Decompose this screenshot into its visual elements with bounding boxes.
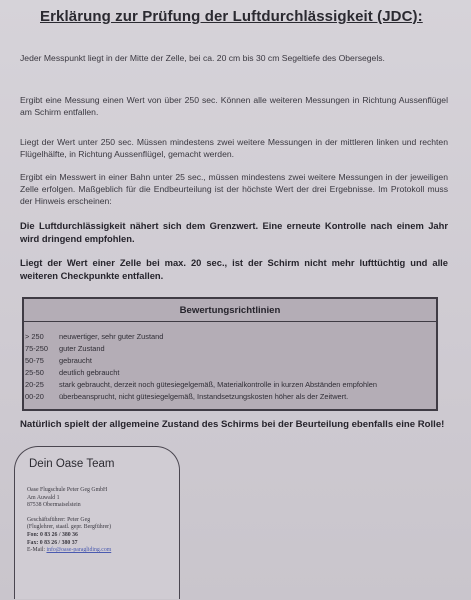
email-line (27, 547, 177, 555)
manager-note: (Fluglehrer, staatl. gepr. Bergführer) (27, 524, 112, 531)
street: Am Auwald 1 (27, 494, 60, 501)
paragraph-over-250: Ergibt eine Messung einen Wert von über 250 sec. Können alle weiteren Messungen in Richtung Aussenflügel am Schirm entfallen. (20, 95, 448, 117)
rating-table (22, 297, 438, 411)
rating-range: > 250 (25, 332, 44, 341)
rating-description: guter Zustand (59, 344, 105, 353)
document-title: Erklärung zur Prüfung der Luftdurchlässigkeit (JDC): (40, 8, 423, 25)
rating-description: gebraucht (59, 356, 92, 365)
manager-label: Geschäftsführer: Peter Geg (27, 516, 91, 523)
rating-table-rows (24, 322, 436, 403)
rating-range: 20-25 (25, 380, 44, 389)
paragraph-under-250: Liegt der Wert unter 250 sec. Müssen mindestens zwei weitere Messungen in der mittleren linken und rechten Flügelhälfte, in Richtung Aussenflügel, gemacht werden. (20, 137, 448, 159)
city: 87538 Obermaiselstein (27, 502, 81, 509)
table-row (24, 367, 436, 379)
company-name: Oase Flugschule Peter Geg GmbH (27, 487, 108, 493)
rating-description: deutlich gebraucht (59, 368, 120, 377)
statement-limit-value: Die Luftdurchlässigkeit nähert sich dem Grenzwert. Eine erneute Kontrolle nach einem Jahr wird dringend empfohlen. (20, 220, 448, 244)
statement-not-airworthy: Liegt der Wert einer Zelle bei max. 20 sec., ist der Schirm nicht mehr lufttüchtig und alle weiteren Checkpunkte entfallen. (20, 257, 448, 281)
rating-range: 75-250 (25, 344, 49, 353)
rating-range: 00-20 (25, 392, 44, 401)
table-row (24, 331, 436, 343)
rating-table-heading: Bewertungsrichtlinien (24, 299, 436, 322)
team-address (27, 487, 177, 555)
table-row (24, 391, 436, 403)
email-label: E-Mail: (27, 547, 46, 554)
rating-range: 25-50 (25, 368, 44, 377)
fax-number: Fax: 0 83 26 / 380 37 (27, 539, 78, 546)
rating-description: neuwertiger, sehr guter Zustand (59, 332, 164, 341)
closing-statement: Natürlich spielt der allgemeine Zustand des Schirms bei der Beurteilung ebenfalls eine Rolle! (20, 419, 445, 430)
table-row (24, 355, 436, 367)
email-link[interactable]: info@oase-paragliding.com (46, 547, 112, 554)
rating-range: 50-75 (25, 356, 44, 365)
team-contact-box (14, 446, 180, 599)
table-row (24, 379, 436, 391)
rating-description: überbeansprucht, nicht gütesiegelgemäß, Instandsetzungskosten höher als der Zeitwert. (59, 392, 349, 401)
phone-number: Fon: 0 83 26 / 380 36 (27, 531, 78, 538)
table-row (24, 343, 436, 355)
team-title: Dein Oase Team (29, 458, 115, 470)
paragraph-under-25: Ergibt ein Messwert in einer Bahn unter 25 sec., müssen mindestens zwei weitere Messungen in der jeweiligen Zelle erfolgen. Maßgeblich für die Endbeurteilung ist der höchste Wert der drei Ergebnisse. Im Protokoll muss der Hinweis erscheinen: (20, 172, 448, 206)
paragraph-measuring-point: Jeder Messpunkt liegt in der Mitte der Zelle, bei ca. 20 cm bis 30 cm Segeltiefe des Obersegels. (20, 53, 385, 63)
rating-description: stark gebraucht, derzeit noch gütesiegelgemäß, Materialkontrolle in kurzen Abständen empfohlen (59, 380, 377, 389)
